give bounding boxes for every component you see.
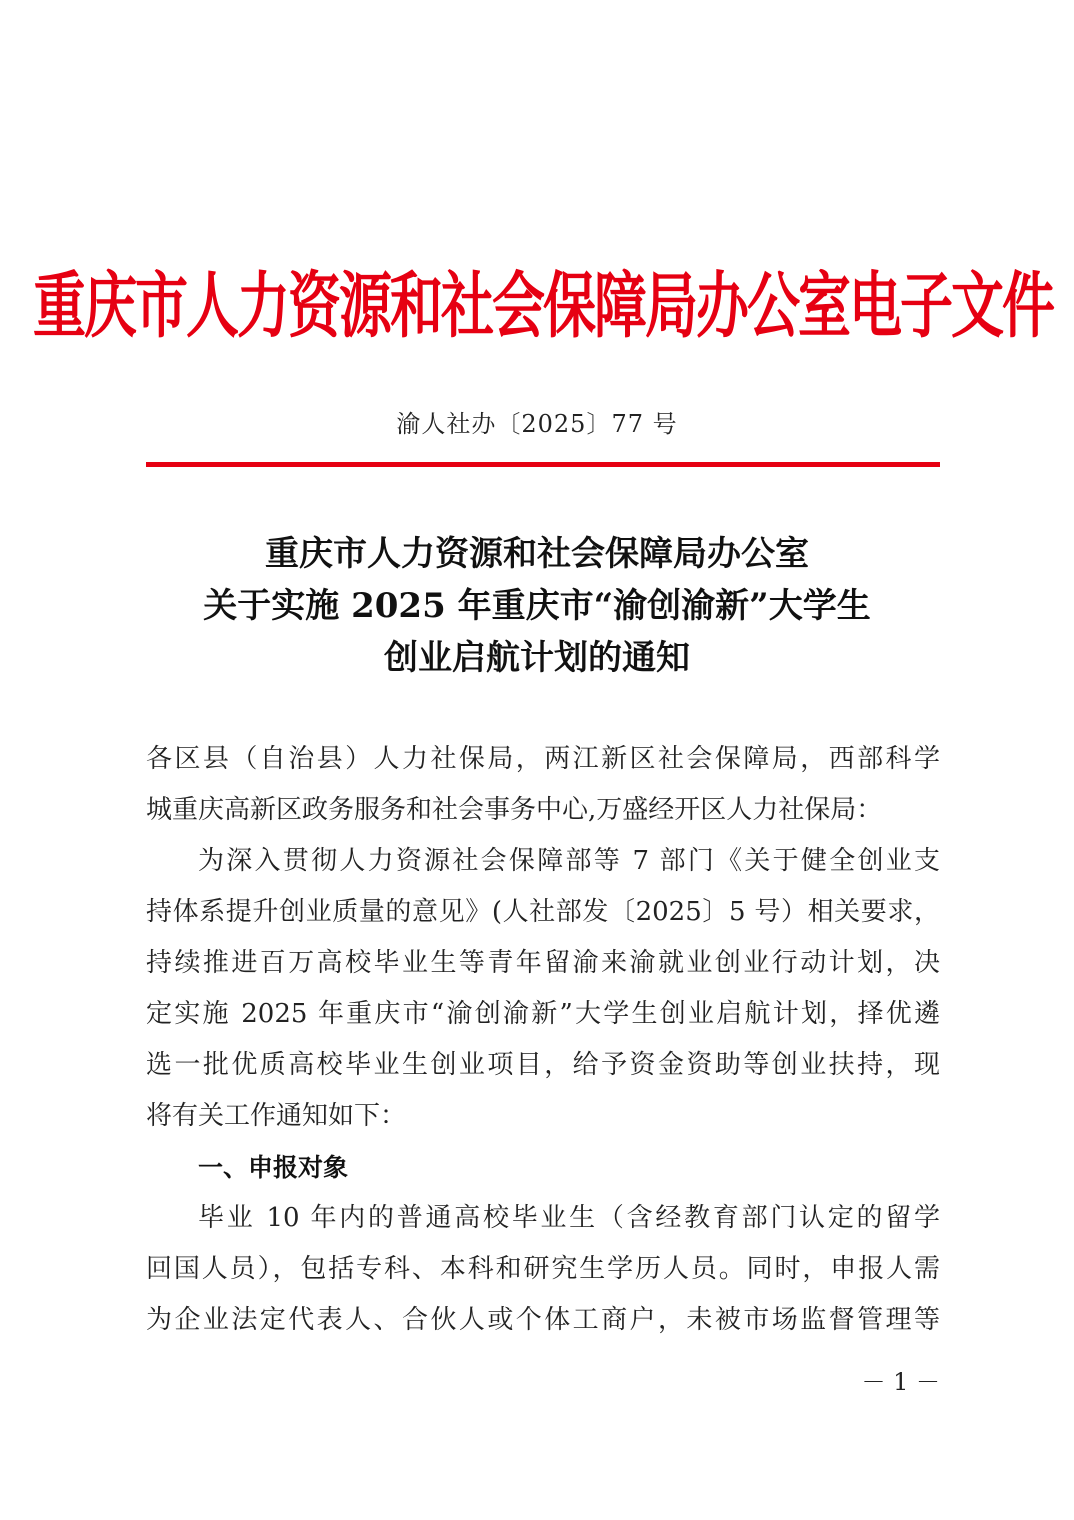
page-number: － 1 － xyxy=(861,1368,940,1396)
paragraph-line: 持体系提升创业质量的意见》(人社部发〔2025〕5 号）相关要求， xyxy=(146,897,940,927)
paragraph-line: 将有关工作通知如下： xyxy=(146,1101,407,1131)
title-line-3: 创业启航计划的通知 xyxy=(384,638,690,678)
document-body xyxy=(146,734,940,1346)
paragraph-line: 持续推进百万高校毕业生等青年留渝来渝就业创业行动计划，决 xyxy=(146,948,940,978)
document-number: 渝人社办〔2025〕77 号 xyxy=(396,410,678,438)
paragraph-line: 为深入贯彻人力资源社会保障部等 7 部门《关于健全创业支 xyxy=(198,846,940,876)
paragraph-line: 毕业 10 年内的普通高校毕业生（含经教育部门认定的留学 xyxy=(198,1203,940,1233)
title-line-1: 重庆市人力资源和社会保障局办公室 xyxy=(265,534,809,574)
agency-banner: 重庆市人力资源和社会保障局办公室电子文件 xyxy=(33,265,1053,349)
title-line-2: 关于实施 2025 年重庆市“渝创渝新”大学生 xyxy=(203,586,871,626)
addressee-line: 城重庆高新区政务服务和社会事务中心,万盛经开区人力社保局： xyxy=(146,795,883,825)
paragraph-line: 定实施 2025 年重庆市“渝创渝新”大学生创业启航计划，择优遴 xyxy=(146,999,940,1029)
paragraph-line: 为企业法定代表人、合伙人或个体工商户，未被市场监督管理等 xyxy=(146,1305,940,1335)
red-divider-rule xyxy=(146,462,940,467)
addressee-line: 各区县（自治县）人力社保局，两江新区社会保障局，西部科学 xyxy=(146,744,940,774)
paragraph-line: 回国人员），包括专科、本科和研究生学历人员。同时，申报人需 xyxy=(146,1254,940,1284)
document-title xyxy=(0,528,1074,684)
section-heading: 一、申报对象 xyxy=(198,1153,349,1182)
paragraph-line: 选一批优质高校毕业生创业项目，给予资金资助等创业扶持，现 xyxy=(146,1050,940,1080)
